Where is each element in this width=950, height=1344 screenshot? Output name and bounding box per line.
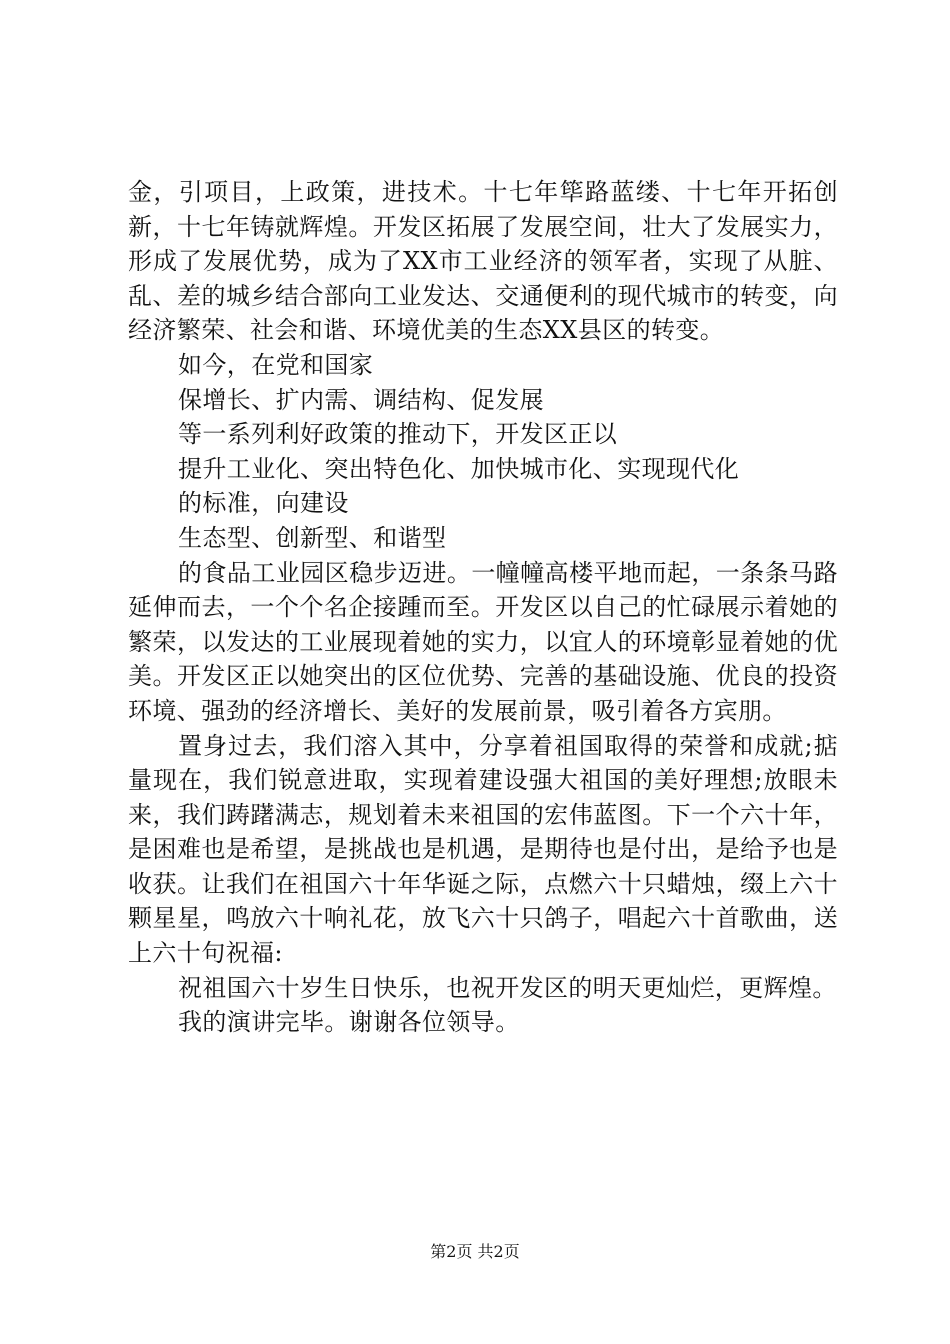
paragraph-4: 等一系列利好政策的推动下，开发区正以 [178, 420, 618, 449]
paragraph-2: 如今，在党和国家 [178, 350, 374, 379]
paragraph-7: 生态型、创新型、和谐型 [178, 523, 447, 552]
paragraph-8: 的食品工业园区稳步迈进。一幢幢高楼平地而起，一条条马路延伸而去，一个个名企接踵而至。开发区以自己的忙碌展示着她的繁荣，以发达的工业展现着她的实力，以宜人的环境彰显着她的优美。开发区正以她突出的区位优势、完善的基础设施、优良的投资环境、强劲的经济增长、美好的发展前景，吸引着各方宾朋。 [128, 558, 838, 725]
document-body [128, 175, 838, 1040]
paragraph-9: 置身过去，我们溶入其中，分享着祖国取得的荣誉和成就;掂量现在，我们锐意进取，实现着建设强大祖国的美好理想;放眼未来，我们踌躇满志，规划着未来祖国的宏伟蓝图。下一个六十年，是困难也是希望，是挑战也是机遇，是期待也是付出，是给予也是收获。让我们在祖国六十年华诞之际，点燃六十只蜡烛，缀上六十颗星星，鸣放六十响礼花，放飞六十只鸽子，唱起六十首歌曲，送上六十句祝福: [128, 731, 838, 968]
paragraph-5: 提升工业化、突出特色化、加快城市化、实现现代化 [178, 454, 740, 483]
paragraph-11: 我的演讲完毕。谢谢各位领导。 [178, 1008, 520, 1037]
paragraph-10: 祝祖国六十岁生日快乐，也祝开发区的明天更灿烂，更辉煌。 [178, 973, 837, 1002]
paragraph-1: 金，引项目，上政策，进技术。十七年筚路蓝缕、十七年开拓创新，十七年铸就辉煌。开发区拓展了发展空间，壮大了发展实力，形成了发展优势，成为了XX市工业经济的领军者，实现了从脏、乱、差的城乡结合部向工业发达、交通便利的现代城市的转变，向经济繁荣、社会和谐、环境优美的生态XX县区的转变。 [128, 178, 838, 345]
paragraph-6: 的标准，向建设 [178, 489, 349, 518]
paragraph-3: 保增长、扩内需、调结构、促发展 [178, 385, 544, 414]
page-number-label: 第2页 共2页 [430, 1242, 520, 1261]
page-footer [0, 1242, 950, 1262]
